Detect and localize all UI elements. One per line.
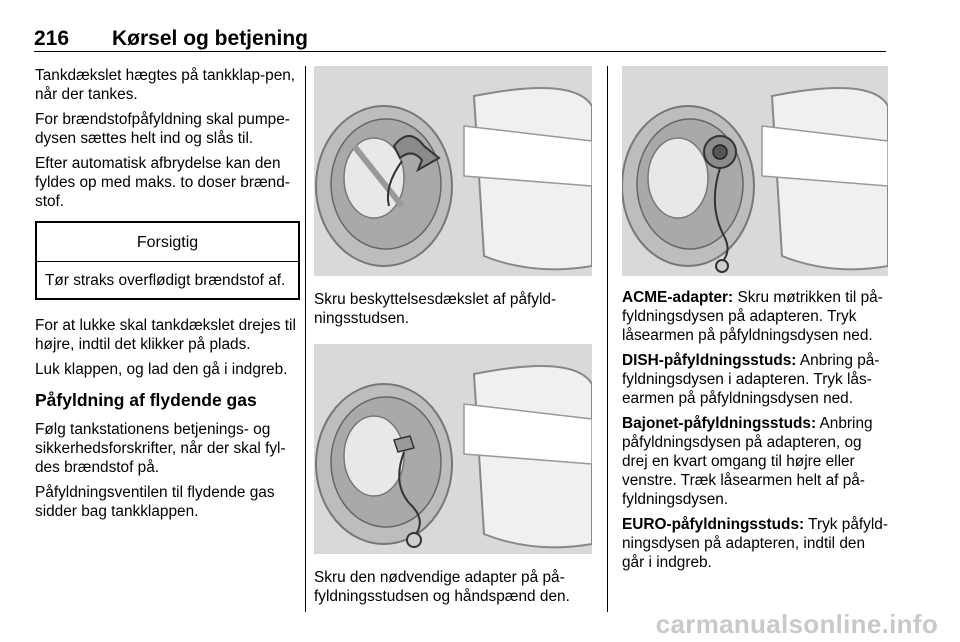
adapter-acme xyxy=(622,288,888,345)
label-dish: DISH-påfyldningsstuds: xyxy=(622,352,797,369)
page-number: 216 xyxy=(34,27,70,50)
label-euro: EURO-påfyldningsstuds: xyxy=(622,516,805,533)
column-middle xyxy=(314,66,592,612)
image-caption: Skru beskyttelsesdækslet af påfyld-ningsstudsen. xyxy=(314,291,557,327)
section-heading: Påfyldning af flydende gas xyxy=(35,390,257,410)
watermark: carmanualsonline.info xyxy=(655,609,938,639)
column-divider xyxy=(305,66,306,612)
text-euro: Tryk påfyld-ningsdysen på adapteren, indtil den går i indgreb. xyxy=(622,516,888,571)
text-acme: Skru møtrikken til på-fyldningsdysen på adapteren. Tryk låsearmen på påfyldningsdysen ned. xyxy=(622,289,883,344)
column-right xyxy=(622,66,888,578)
text-dish: Anbring på-fyldningsdysen i adapteren. Tryk lås-earmen på påfyldningsdysen ned. xyxy=(622,352,880,407)
illustration-fit-adapter xyxy=(314,344,592,554)
paragraph: For brændstofpåfyldning skal pumpe-dysen sættes helt ind og slås til. xyxy=(35,111,290,147)
chapter-title: Kørsel og betjening xyxy=(112,27,309,50)
caution-title: Forsigtig xyxy=(37,223,298,262)
paragraph: Efter automatisk afbrydelse kan den fyldes op med maks. to doser brænd-stof. xyxy=(35,155,290,210)
adapter-dish xyxy=(622,351,888,408)
illustration-remove-cap xyxy=(314,66,592,276)
illustration-adapters xyxy=(622,66,888,276)
caution-box xyxy=(35,221,300,300)
paragraph: Påfyldningsventilen til flydende gas sidder bag tankklappen. xyxy=(35,484,275,520)
adapter-euro xyxy=(622,515,888,572)
text-bajonet: Anbring påfyldningsdysen på adapteren, og drej en kvart omgang til højre eller venstre. Træk låsearmen helt af på-fyldningsdysen. xyxy=(622,415,873,508)
caution-text: Tør straks overflødigt brændstof af. xyxy=(45,272,286,289)
paragraph: Luk klappen, og lad den gå i indgreb. xyxy=(35,361,288,378)
column-divider xyxy=(607,66,608,612)
image-caption: Skru den nødvendige adapter på på-fyldningsstudsen og håndspænd den. xyxy=(314,569,570,605)
page-header xyxy=(34,27,886,52)
paragraph: Følg tankstationens betjenings- og sikkerhedsforskrifter, når der skal fyl-des brændstof på. xyxy=(35,421,286,476)
label-bajonet: Bajonet-påfyldningsstuds: xyxy=(622,415,817,432)
label-acme: ACME-adapter: xyxy=(622,289,734,306)
adapter-bajonet xyxy=(622,414,888,509)
paragraph: Tankdækslet hægtes på tankklap-pen, når der tankes. xyxy=(35,67,296,103)
column-left xyxy=(35,66,300,527)
paragraph: For at lukke skal tankdækslet drejes til højre, indtil det klikker på plads. xyxy=(35,317,296,353)
